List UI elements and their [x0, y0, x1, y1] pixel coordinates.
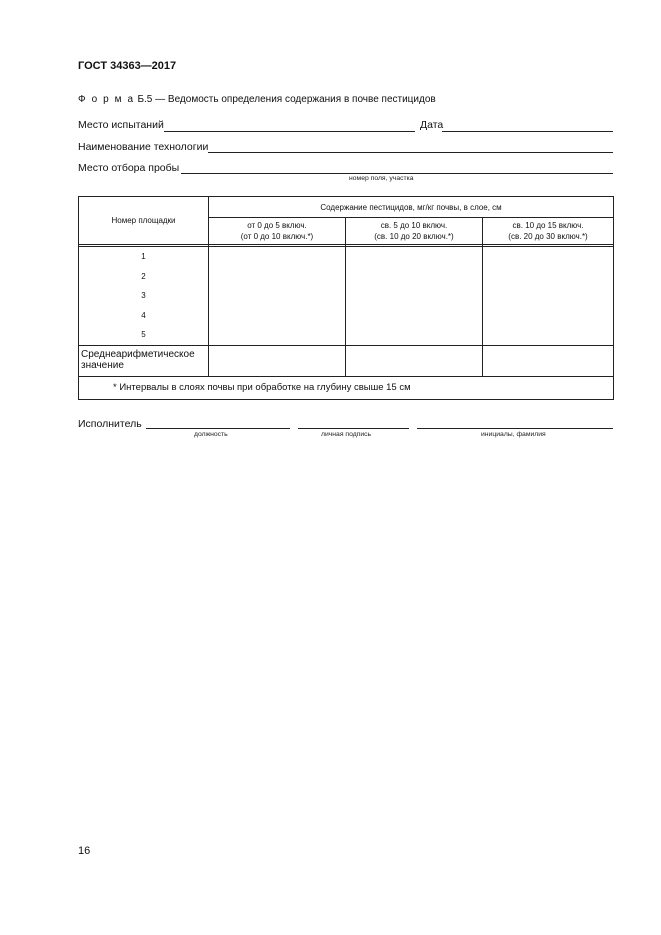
- pesticide-table: [78, 196, 614, 400]
- layer-2-range: св. 5 до 10 включ.: [380, 221, 448, 230]
- content-header: Содержание пестицидов, мг/кг почвы, в слое, см: [209, 197, 614, 218]
- layer-3-range: св. 10 до 15 включ.: [512, 221, 584, 230]
- site-number: 1: [141, 252, 146, 261]
- layer-1-range: от 0 до 5 включ.: [247, 221, 307, 230]
- test-place-label: Место испытаний: [78, 119, 164, 131]
- site-number: 4: [141, 310, 146, 320]
- page-number: 16: [78, 845, 91, 857]
- technology-label: Наименование технологии: [78, 141, 209, 153]
- layer-1-mean-cell[interactable]: [209, 345, 346, 376]
- performer-label: Исполнитель: [78, 418, 142, 430]
- layer-3-values-cell[interactable]: [483, 247, 614, 346]
- layer-3-alt-range: (св. 20 до 30 включ.*): [508, 232, 588, 241]
- site-number-header: Номер площадки: [79, 197, 209, 245]
- form-word: Ф о р м а: [78, 94, 135, 105]
- technology-line[interactable]: [208, 152, 613, 153]
- form-title: Б.5 — Ведомость определения содержания в почве пестицидов: [134, 94, 436, 105]
- layer-3-mean-cell[interactable]: [483, 345, 614, 376]
- layer-2-alt-range: (св. 10 до 20 включ.*): [374, 232, 454, 241]
- table-footnote: * Интервалы в слоях почвы при обработке на глубину свыше 15 см: [79, 376, 614, 399]
- sampling-place-label: Место отбора пробы: [78, 162, 180, 174]
- sampling-place-line[interactable]: [181, 173, 613, 174]
- date-label: Дата: [420, 119, 444, 131]
- layer-2-mean-cell[interactable]: [346, 345, 483, 376]
- site-number: 5: [141, 330, 146, 339]
- layer-1-values-cell[interactable]: [209, 247, 346, 346]
- layer-header-2: [346, 218, 483, 245]
- signature-line[interactable]: [298, 428, 409, 429]
- layer-1-alt-range: (от 0 до 10 включ.*): [240, 232, 314, 241]
- sampling-place-hint: номер поля, участка: [349, 175, 414, 182]
- position-line[interactable]: [146, 428, 290, 429]
- standard-number: ГОСТ 34363—2017: [78, 60, 177, 72]
- site-number: 2: [141, 271, 146, 281]
- site-number: 3: [141, 291, 146, 300]
- layer-2-values-cell[interactable]: [346, 247, 483, 346]
- layer-header-1: [209, 218, 346, 245]
- layer-header-3: [483, 218, 614, 245]
- date-line[interactable]: [442, 131, 613, 132]
- name-line[interactable]: [417, 428, 613, 429]
- test-place-line[interactable]: [164, 131, 415, 132]
- position-hint: должность: [194, 431, 228, 438]
- signature-hint: личная подпись: [321, 431, 372, 438]
- name-hint: инициалы, фамилия: [481, 431, 546, 438]
- mean-value-label: Среднеарифметическое значение: [79, 345, 209, 376]
- site-numbers-cell: [79, 247, 209, 346]
- form-caption: [78, 94, 436, 105]
